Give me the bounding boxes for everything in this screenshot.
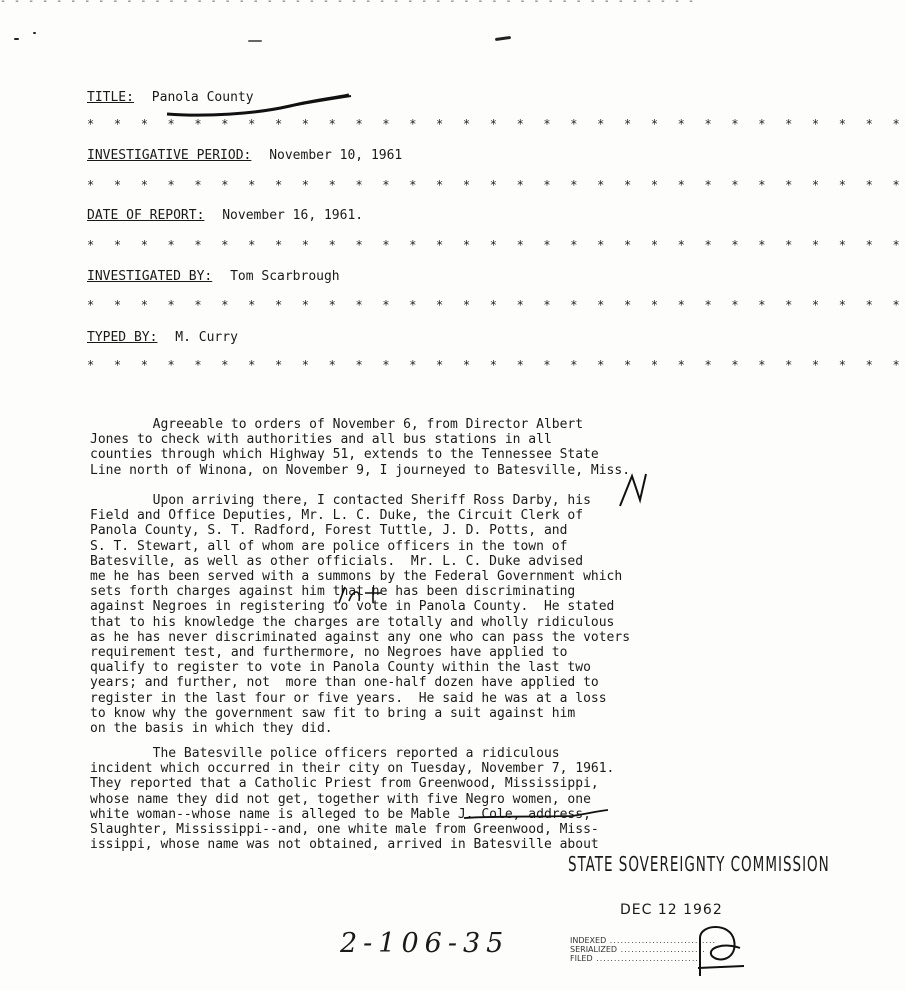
title-underline-scribble [165,92,355,118]
handwritten-insert-to-vote [335,583,405,609]
handwritten-correction-marks [600,470,660,510]
paragraph-orders: Agreeable to orders of November 6, from Director Albert Jones to check with authorities and all bus stations in all counties through which Highway 51, extends to the Tennessee State Line north of Winona, on November 9, I journeyed to Batesville, Miss. [90,417,631,478]
separator-stars: * * * * * * * * * * * * * * * * * * * * * * * * * * * * * * * [87,178,906,192]
title-value: Panola County [151,90,254,105]
initials-signature [690,918,750,980]
speck-mark [248,40,262,42]
indexed-label: INDEXED [570,936,607,945]
stamp-register: INDEXED .............................. SERIALIZED ........................ FILED .............................. [570,936,717,963]
report-date-value: November 16, 1961. [222,208,364,223]
period-value: November 10, 1961 [269,148,403,163]
paragraph-duke-summons: Upon arriving there, I contacted Sheriff Ross Darby, his Field and Office Deputies, Mr. L. C. Duke, the Circuit Clerk of Panola County, S. T. Radford, Forest Tuttle, J. D. Potts, and S. T. Stewart, all of whom are police officers in the town of Batesville, as well as other officials. Mr. L. C. Duke advised me he has been served with a summons by the Federal Government which sets forth charges against him that he has been discriminating against Negroes in registering to vote in Panola County. He stated that to his knowledge the charges are totally and wholly ridiculous as he has never discriminated against any one who can pass the voters requirement test, and furthermore, no Negroes have applied to qualify to register to vote in Panola County within the last two years; and further, not more than one-half dozen have applied to register in the last four or five years. He said he was at a loss to know why the government saw fit to bring a suit against him on the basis in which they did. [90,493,631,737]
investigator-label: INVESTIGATED BY: [87,269,213,284]
paragraph-batesville-incident: The Batesville police officers reported a ridiculous incident which occurred in their city on Tuesday, November 7, 1961. They reported that a Catholic Priest from Greenwood, Mississippi, whose name they did not get, together with five Negro women, one white woman--whose name is alleged to be Mable J. Cole, address, Slaughter, Mississippi--and, one white male from Greenwood, Miss- issippi, whose name was not obtained, arrived in Batesville about [90,746,615,853]
stamp-date: DEC 12 1962 [620,902,723,918]
typist-line [87,330,238,345]
typist-label: TYPED BY: [87,330,158,345]
sovereignty-commission-stamp: STATE SOVEREIGNTY COMMISSION [568,852,830,877]
serialized-label: SERIALIZED [570,945,618,954]
typist-value: M. Curry [175,330,238,345]
title-label: TITLE: [87,90,134,105]
investigator-value: Tom Scarbrough [230,269,340,284]
investigator-line [87,269,340,284]
report-date-line [87,208,363,223]
separator-stars: * * * * * * * * * * * * * * * * * * * * * * * * * * * * * * * [87,117,906,131]
handwritten-file-number: 2-106-35 [340,928,510,959]
filed-label: FILED [570,954,593,963]
separator-stars: * * * * * * * * * * * * * * * * * * * * * * * * * * * * * * * [87,358,906,372]
report-date-label: DATE OF REPORT: [87,208,205,223]
speck-mark [33,32,36,34]
strikethrough-mable-cole [462,808,612,826]
separator-stars: * * * * * * * * * * * * * * * * * * * * * * * * * * * * * * * [87,298,906,312]
period-line [87,148,402,163]
speck-mark [14,38,19,40]
period-label: INVESTIGATIVE PERIOD: [87,148,252,163]
separator-stars: * * * * * * * * * * * * * * * * * * * * * * * * * * * * * * * [87,238,906,252]
speck-mark [495,36,511,41]
top-perforation: - - - - - - - - - - - - - - - - - - - - - - - - - - - - - - - - - - - - - - - - - - - - - - - - - - [0,0,696,7]
